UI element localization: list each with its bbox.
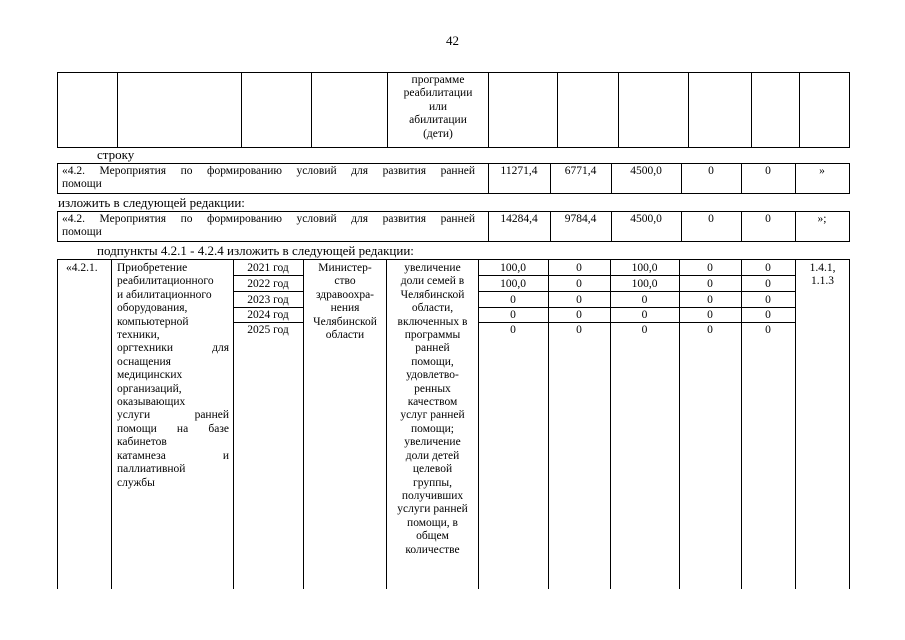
value-cell: 4500,0 (630, 165, 662, 177)
value-cell: 0 (765, 213, 771, 225)
value-cell: 0 (708, 213, 714, 225)
value-cell: 0 (765, 309, 771, 321)
caption-new-edition: изложить в следующей редакции: (58, 195, 245, 210)
value-cell: 11271,4 (500, 165, 538, 177)
value-cell: 0 (765, 294, 771, 306)
value-cell: 0 (641, 324, 648, 336)
value-cell: 0 (576, 262, 582, 274)
subitem-name: Приобретение реабилитационного и абилитационного оборудования, компьютерной техники, оргтехники для оснащения медицинских организаций, оказывающих услуги ранней помощи на базе кабинетов катамнеза и паллиативной службы (117, 262, 229, 489)
value-cell: 14284,4 (500, 213, 538, 225)
value-cell: 0 (765, 165, 771, 177)
executor: Министер- ство здравоохра- нения Челябинской области (313, 262, 377, 342)
row-name: «4.2. Мероприятия по формированию условий для развития ранней (62, 213, 475, 225)
row-name: «4.2. Мероприятия по формированию условий для развития ранней (62, 165, 475, 177)
value-cell: 0 (510, 324, 516, 336)
value-cell: 0 (576, 324, 582, 336)
value-cell: 100,0 (631, 278, 658, 290)
value-cell: 0 (641, 309, 648, 321)
value-cell: 0 (765, 324, 771, 336)
value-cell: 0 (708, 165, 714, 177)
value-cell: 0 (707, 324, 713, 336)
value-cell: 0 (576, 294, 582, 306)
year-cell: 2025 год (247, 324, 289, 336)
row-name-cont: помощи (62, 226, 102, 238)
year-cell: 2024 год (247, 309, 289, 321)
value-cell: 100,0 (500, 278, 526, 290)
caption-row: строку (97, 147, 135, 162)
value-cell: 100,0 (631, 262, 658, 274)
caption-subitems: подпункты 4.2.1 - 4.2.4 изложить в следующей редакции: (97, 243, 414, 258)
value-cell: 0 (707, 262, 713, 274)
row-name-cont: помощи (62, 178, 102, 190)
closing-quote: » (819, 165, 825, 177)
top-table-cell: программе реабилитации или абилитации (дети) (403, 74, 473, 140)
reference-numbers: 1.4.1, 1.1.3 (809, 262, 836, 288)
page-number: 42 (446, 33, 459, 48)
value-cell: 6771,4 (564, 165, 597, 177)
value-cell: 0 (707, 294, 713, 306)
value-cell: 0 (510, 309, 516, 321)
value-cell: 0 (707, 309, 713, 321)
year-cell: 2023 год (247, 294, 289, 306)
value-cell: 0 (641, 294, 648, 306)
value-cell: 9784,4 (564, 213, 597, 225)
value-cell: 0 (765, 278, 771, 290)
value-cell: 4500,0 (630, 213, 662, 225)
value-cell: 0 (510, 294, 516, 306)
value-cell: 0 (576, 309, 582, 321)
year-cell: 2022 год (247, 278, 289, 290)
value-cell: 0 (707, 278, 713, 290)
closing-quote: »; (817, 213, 827, 225)
value-cell: 100,0 (500, 262, 526, 274)
value-cell: 0 (576, 278, 582, 290)
year-cell: 2021 год (247, 262, 289, 274)
value-cell: 0 (765, 262, 771, 274)
subitem-number: «4.2.1. (66, 262, 98, 274)
indicator: увеличение доли семей в Челябинской области, включенных в программы ранней помощи, удовлетво- ренных качеством услуг ранней помощи; увеличение доли детей целевой группы, получивших услуги ранней помощи, в общем количестве (397, 262, 468, 556)
